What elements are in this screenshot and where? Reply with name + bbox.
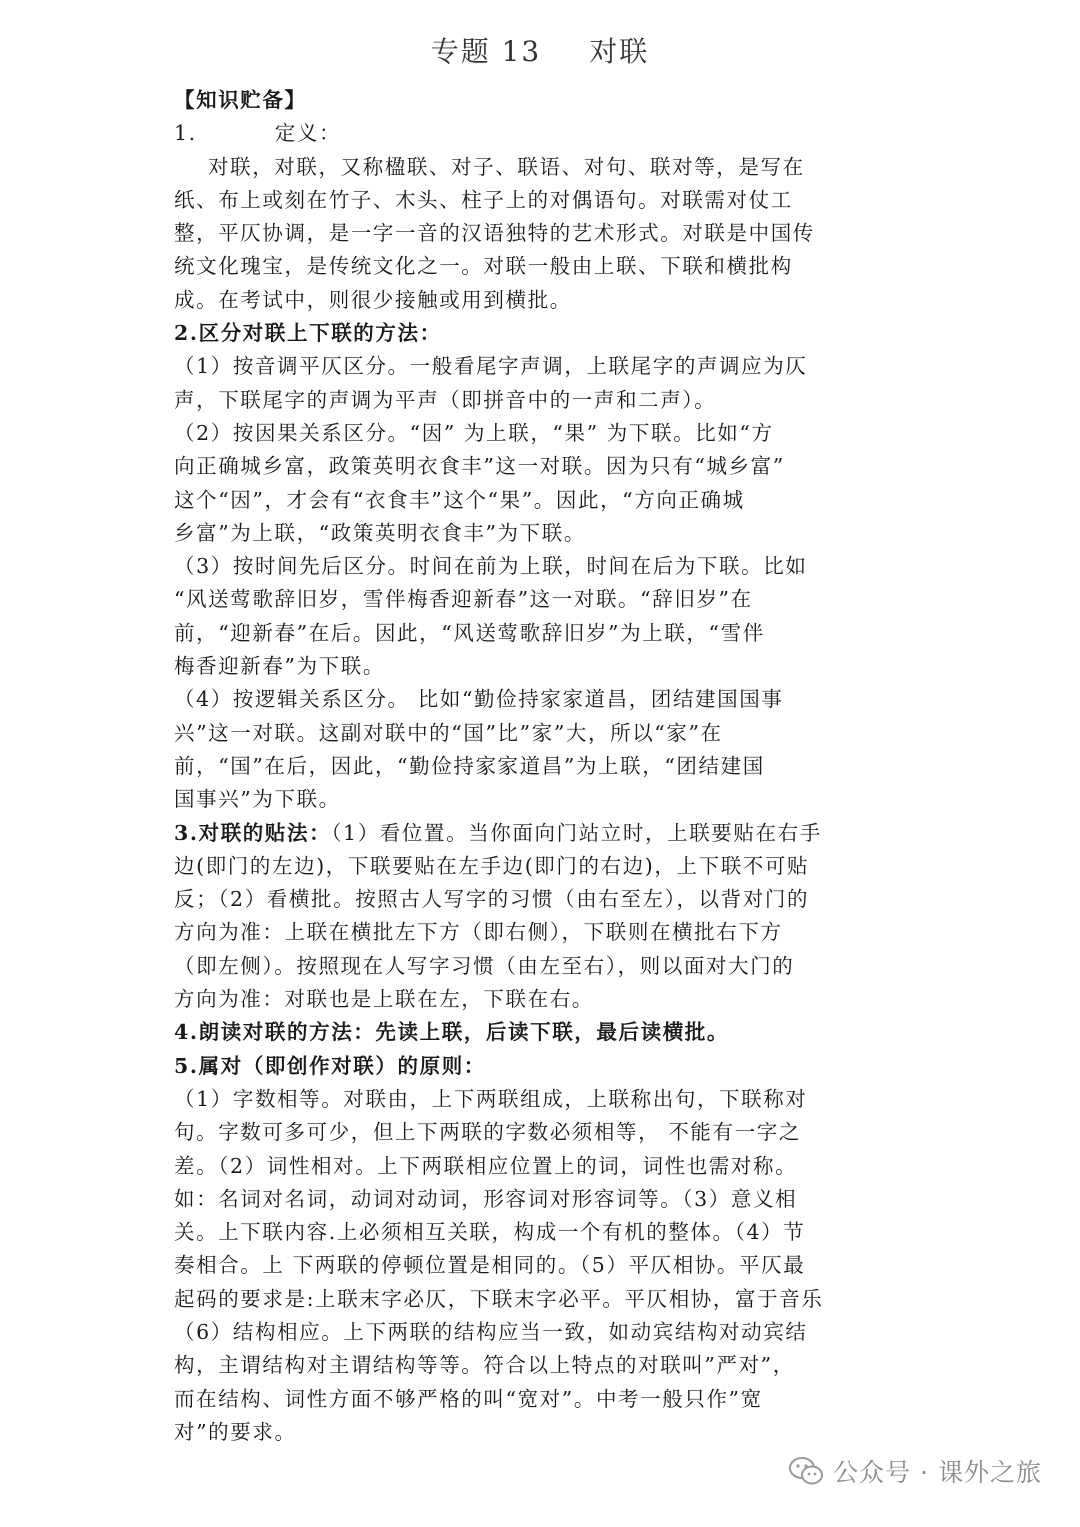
text-line: 整，平仄协调，是一字一音的汉语独特的艺术形式。对联是中国传 [174,221,815,246]
text-line: （6）结构相应。上下两联的结构应当一致，如动宾结构对动宾结 [174,1319,808,1344]
wechat-icon [789,1456,823,1486]
line-rest: （1）看位置。当你面向门站立时，上联要贴在右手 [331,820,822,845]
text-line: 方向为准：对联也是上联在左，下联在右。 [174,987,594,1012]
text-line: 构，主谓结构对主谓结构等等。符合以上特点的对联叫”严对”， [174,1353,795,1378]
section-header: 【知识贮备】 [174,88,307,112]
text-line: （即左侧）。按照现在人写字习惯（由左至右），则以面对大门的 [174,953,795,978]
text-line: 差。（2）词性相对。上下两联相应位置上的词，词性也需对称。 [174,1153,798,1178]
text-line: 起码的要求是:上联末字必仄，下联末字必平。平仄相协，富于音乐 [174,1286,824,1311]
text-line: 成。在考试中，则很少接触或用到横批。 [174,287,572,312]
text-line: 对”的要求。 [174,1419,297,1444]
text-line: 4.朗读对联的方法：先读上联，后读下联，最后读横批。 [174,1020,729,1045]
text-line: 如：名词对名词，动词对动词，形容词对形容词等。（3）意义相 [174,1186,798,1211]
text-line: 兴”这一对联。这副对联中的“国”比”家”大，所以“家”在 [174,720,723,745]
text-line: 统文化瑰宝，是传统文化之一。对联一般由上联、下联和横批构 [174,254,793,279]
item-number: 1. [174,121,197,146]
text-line: 奏相合。上 下两联的停顿位置是相同的。（5）平仄相协。平仄最 [174,1253,806,1278]
text-line: 5.属对（即创作对联）的原则： [174,1053,486,1078]
text-line [174,817,904,850]
watermark-text: 公众号 · 课外之旅 [833,1458,1042,1487]
definition-label: 定义： [274,121,342,146]
text-line: 梅香迎新春”为下联。 [174,654,385,679]
text-line: （4）按逻辑关系区分。 比如“勤俭持家家道昌，团结建国国事 [174,687,784,712]
text-line: （2）按因果关系区分。“因” 为上联，“果” 为下联。比如“方 [174,420,774,445]
text-line: 乡富”为上联，“政策英明衣食丰”为下联。 [174,520,586,545]
text-line: 声，下联尾字的声调为平声（即拼音中的一声和二声）。 [174,387,717,412]
text-line: 国事兴”为下联。 [174,787,341,812]
text-line: 关。上下联内容.上必须相互关联，构成一个有机的整体。（4）节 [174,1220,806,1245]
text-line: （3）按时间先后区分。时间在前为上联，时间在后为下联。比如 [174,554,808,579]
text-line: （1）按音调平仄区分。一般看尾字声调，上联尾字的声调应为仄 [174,354,808,379]
text-line: 方向为准：上联在横批左下方（即右侧），下联则在横批右下方 [174,920,783,945]
title-topic: 专题 13 [430,35,542,68]
watermark [789,1453,1042,1489]
bold-prefix: 3.对联的贴法： [174,820,332,845]
text-line: 2.区分对联上下联的方法： [174,321,442,346]
text-line: 句。字数可多可少，但上下两联的字数必须相等， 不能有一字之 [174,1120,801,1145]
text-line: 反；（2）看横批。按照古人写字的习惯（由右至左），以背对门的 [174,887,810,912]
text-line: 对联，对联，又称楹联、对子、联语、对句、联对等，是写在 [208,154,805,179]
text-line: 前，“国”在后，因此，“勤俭持家家道昌”为上联，“团结建国 [174,753,765,778]
text-line: （1）字数相等。对联由，上下两联组成，上联称出句，下联称对 [174,1086,808,1111]
text-line: 而在结构、词性方面不够严格的叫“宽对”。中考一般只作”宽 [174,1386,763,1411]
text-line [174,117,904,150]
text-line: “风送莺歌辞旧岁，雪伴梅香迎新春”这一对联。“辞旧岁”在 [174,587,753,612]
text-line: 这个“因”，才会有“衣食丰”这个“果”。因此，“方向正确城 [174,487,745,512]
text-line: 边(即门的左边)，下联要贴在左手边(即门的右边)，上下联不可贴 [174,853,810,878]
text-line: 前，“迎新春”在后。因此，“风送莺歌辞旧岁”为上联，“雪伴 [174,620,765,645]
title-name: 对联 [589,35,650,68]
text-line: 向正确城乡富，政策英明衣食丰”这一对联。因为只有“城乡富” [174,454,785,479]
document-body [174,84,904,1449]
page-title [0,30,1080,70]
text-line: 纸、布上或刻在竹子、木头、柱子上的对偶语句。对联需对仗工 [174,187,793,212]
